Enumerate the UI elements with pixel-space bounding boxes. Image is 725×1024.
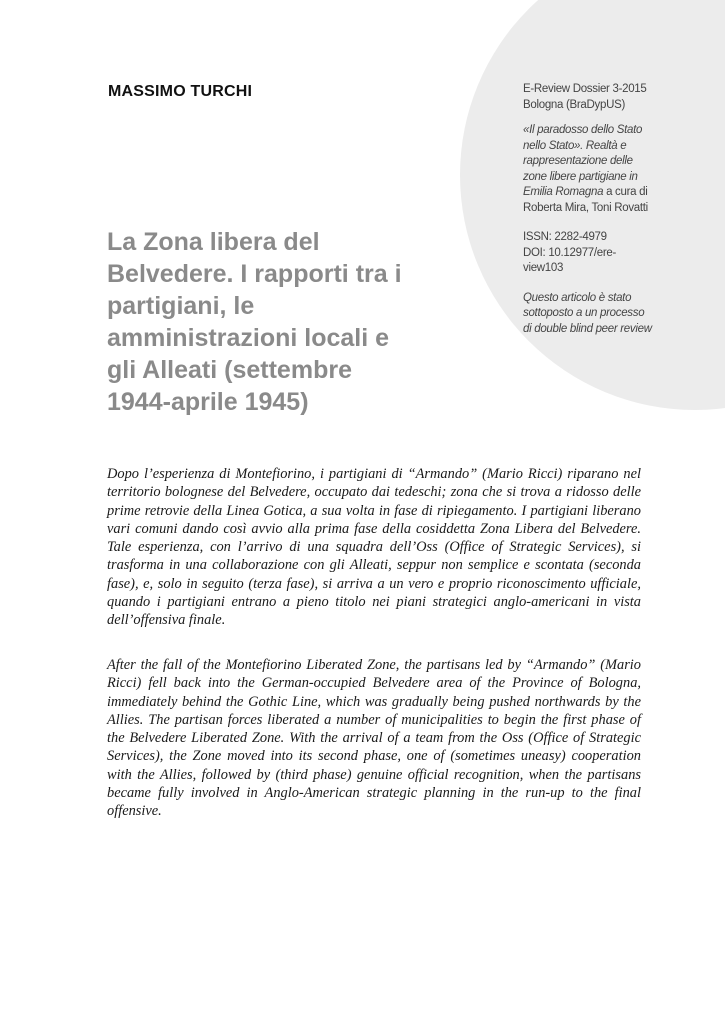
issn: ISSN: 2282-4979 — [523, 231, 607, 243]
journal-name: E-Review Dossier 3-2015 — [523, 83, 647, 95]
abstract-english: After the fall of the Montefiorino Liberated Zone, the partisans led by “Armando” (Mario Ricci) fell back into the German-occupied Belvedere area of the Province of Bologna, immediately behind the Gothic Line, which was gradually being pushed northwards by the Allies. The partisan forces liberated a number of municipalities to begin the first phase of the Belvedere Liberated Zone. With the arrival of a team from the Oss (Office of Strategic Services), the Zone moved into its second phase, one of (sometimes uneasy) cooperation with the Allies, followed by (third phase) genuine official recognition, when the partisans became fully involved in Anglo-American strategic planning in the run-up to the final offensive. — [107, 657, 641, 820]
peer-review-text: Questo articolo è stato sottoposto a un processo di double blind peer review — [523, 291, 652, 335]
identifiers — [523, 230, 653, 277]
author-name: MASSIMO TURCHI — [108, 83, 253, 100]
publication-info — [523, 82, 653, 347]
doi: DOI: 10.12977/ere-view103 — [523, 246, 617, 274]
article-title: La Zona libera del Belvedere. I rapporti tra i partigiani, le amministrazioni locali e gli Alleati (settembre 1944-aprile 1945) — [107, 228, 402, 416]
dossier-title: «Il paradosso dello Stato nello Stato». Realtà e rappresentazione delle zone libere partigiane in Emilia Romagna — [523, 124, 643, 198]
abstract-italian: Dopo l’esperienza di Montefiorino, i partigiani di “Armando” (Mario Ricci) riparano nel territorio bolognese del Belvedere, occupato dai tedeschi; zona che si trova a ridosso delle prime retrovie della Linea Gotica, a sua volta in fase di ripiegamento. I partigiani liberano vari comuni dando così avvio alla prima fase della cosiddetta Zona Libera del Belvedere. Tale esperienza, con l’arrivo di una squadra dell’Oss (Office of Strategic Services), si trasforma in una collaborazione con gli Alleati, seppur non semplice e scontata (seconda fase), e, solo in seguito (terza fase), si arriva a un vero e proprio riconoscimento ufficiale, quando i partigiani entrano a pieno titolo nei piani strategici anglo-americani in vista dell’offensiva finale. — [107, 466, 641, 629]
peer-review-note — [523, 291, 653, 338]
dossier-info — [523, 123, 653, 216]
dossier-editors: a cura di Roberta Mira, Toni Rovatti — [523, 186, 648, 214]
journal-info — [523, 82, 653, 113]
journal-place: Bologna (BraDypUS) — [523, 98, 625, 111]
